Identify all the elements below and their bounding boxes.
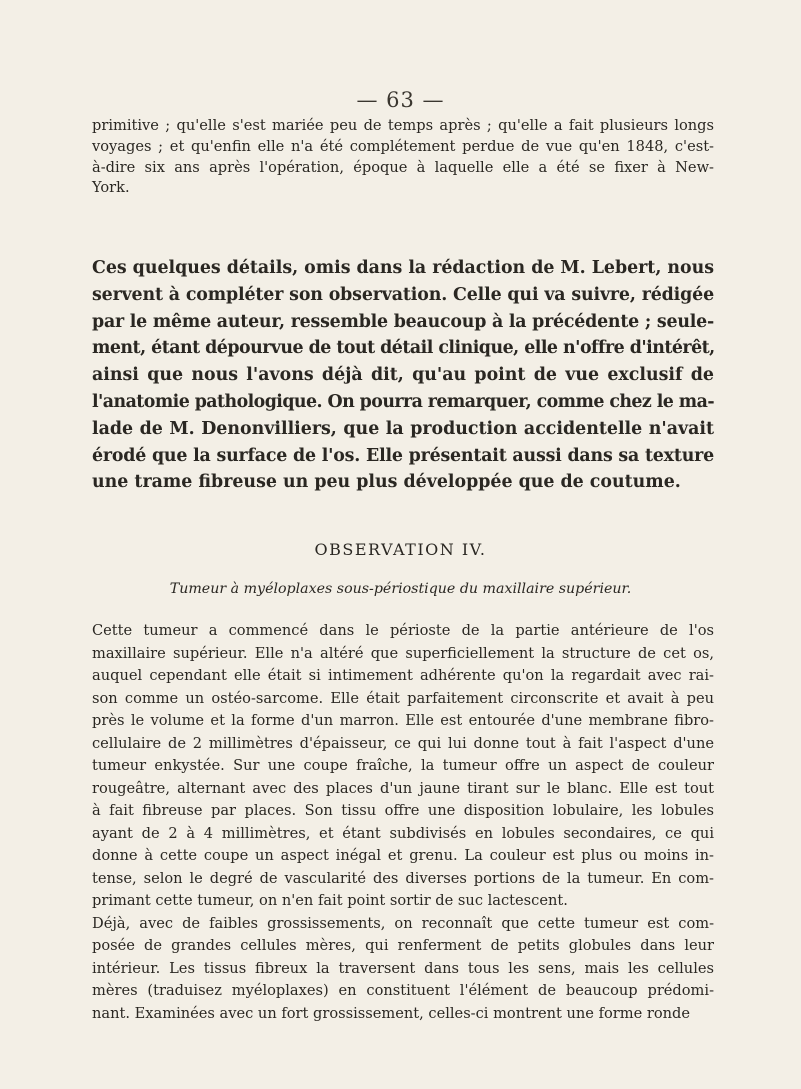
text-line: intérieur. Les tissus fibreux la traversent dans tous les sens, mais les cellules <box>92 959 714 977</box>
text-line: posée de grandes cellules mères, qui renferment de petits globules dans leur <box>92 937 714 954</box>
text-line: tense, selon le degré de vascularité des diverses portions de la tumeur. En com- <box>92 869 714 887</box>
text-line: rougeâtre, alternant avec des places d'un jaune tirant sur le blanc. Elle est tout <box>92 779 714 797</box>
text-line: près le volume et la forme d'un marron. Elle est entourée d'une membrane fibro- <box>92 712 714 729</box>
text-line: Ces quelques détails, omis dans la rédaction de M. Lebert, nous <box>92 258 714 278</box>
text-line: mères (traduisez myéloplaxes) en constituent l'élément de beaucoup prédomi- <box>92 982 714 999</box>
text-line: ainsi que nous l'avons déjà dit, qu'au point de vue exclusif de <box>92 365 714 386</box>
text-line: à-dire six ans après l'opération, époque à laquelle elle a été se fixer à New- <box>92 158 714 176</box>
text-line: cellulaire de 2 millimètres d'épaisseur, ce qui lui donne tout à fait l'aspect d'une <box>92 734 714 752</box>
text-line: Cette tumeur a commencé dans le périoste de la partie antérieure de l'os <box>92 622 714 639</box>
text-line: par le même auteur, ressemble beaucoup à la précédente ; seule- <box>92 311 714 332</box>
commentary-paragraph <box>92 255 714 496</box>
page-number: — 63 — <box>356 88 445 112</box>
text-line: l'anatomie pathologique. On pourra remarquer, comme chez le ma- <box>92 391 714 412</box>
text-line: érodé que la surface de l'os. Elle présentait aussi dans sa texture <box>92 445 714 466</box>
text-line: donne à cette coupe un aspect inégal et grenu. La couleur est plus ou moins in- <box>92 847 714 864</box>
text-line: son comme un ostéo-sarcome. Elle était parfaitement circonscrite et avait à peu <box>92 689 714 707</box>
text-line: York. <box>92 179 130 197</box>
text-line: ayant de 2 à 4 millimètres, et étant subdivisés en lobules secondaires, ce qui <box>92 824 714 842</box>
text-line: tumeur enkystée. Sur une coupe fraîche, la tumeur offre un aspect de couleur <box>92 757 714 774</box>
intro-paragraph <box>92 116 714 199</box>
observation-body <box>92 620 714 1025</box>
observation-heading: OBSERVATION IV. <box>314 540 487 559</box>
text-line: lade de M. Denonvilliers, que la production accidentelle n'avait <box>92 418 714 439</box>
text-line: à fait fibreuse par places. Son tissu offre une disposition lobulaire, les lobules <box>92 802 714 819</box>
text-line: auquel cependant elle était si intimement adhérente qu'on la regardait avec rai- <box>92 667 714 684</box>
text-line: voyages ; et qu'enfin elle n'a été complétement perdue de vue qu'en 1848, c'est- <box>92 137 714 155</box>
text-line: primant cette tumeur, on n'en fait point sortir de suc lactescent. <box>92 892 568 909</box>
text-line: primitive ; qu'elle s'est mariée peu de temps après ; qu'elle a fait plusieurs longs <box>92 117 714 134</box>
text-line: maxillaire supérieur. Elle n'a altéré que superficiellement la structure de cet os, <box>92 644 714 662</box>
text-line: Déjà, avec de faibles grossissements, on reconnaît que cette tumeur est com- <box>92 914 714 932</box>
observation-title: Tumeur à myéloplaxes sous-périostique du maxillaire supérieur. <box>169 581 632 597</box>
text-line: servent à compléter son observation. Celle qui va suivre, rédigée <box>92 284 714 305</box>
text-line: une trame fibreuse un peu plus développée que de coutume. <box>92 472 681 493</box>
text-line: nant. Examinées avec un fort grossissement, celles-ci montrent une forme ronde <box>92 1004 690 1022</box>
text-line: ment, étant dépourvue de tout détail clinique, elle n'offre d'intérêt, <box>92 338 715 359</box>
